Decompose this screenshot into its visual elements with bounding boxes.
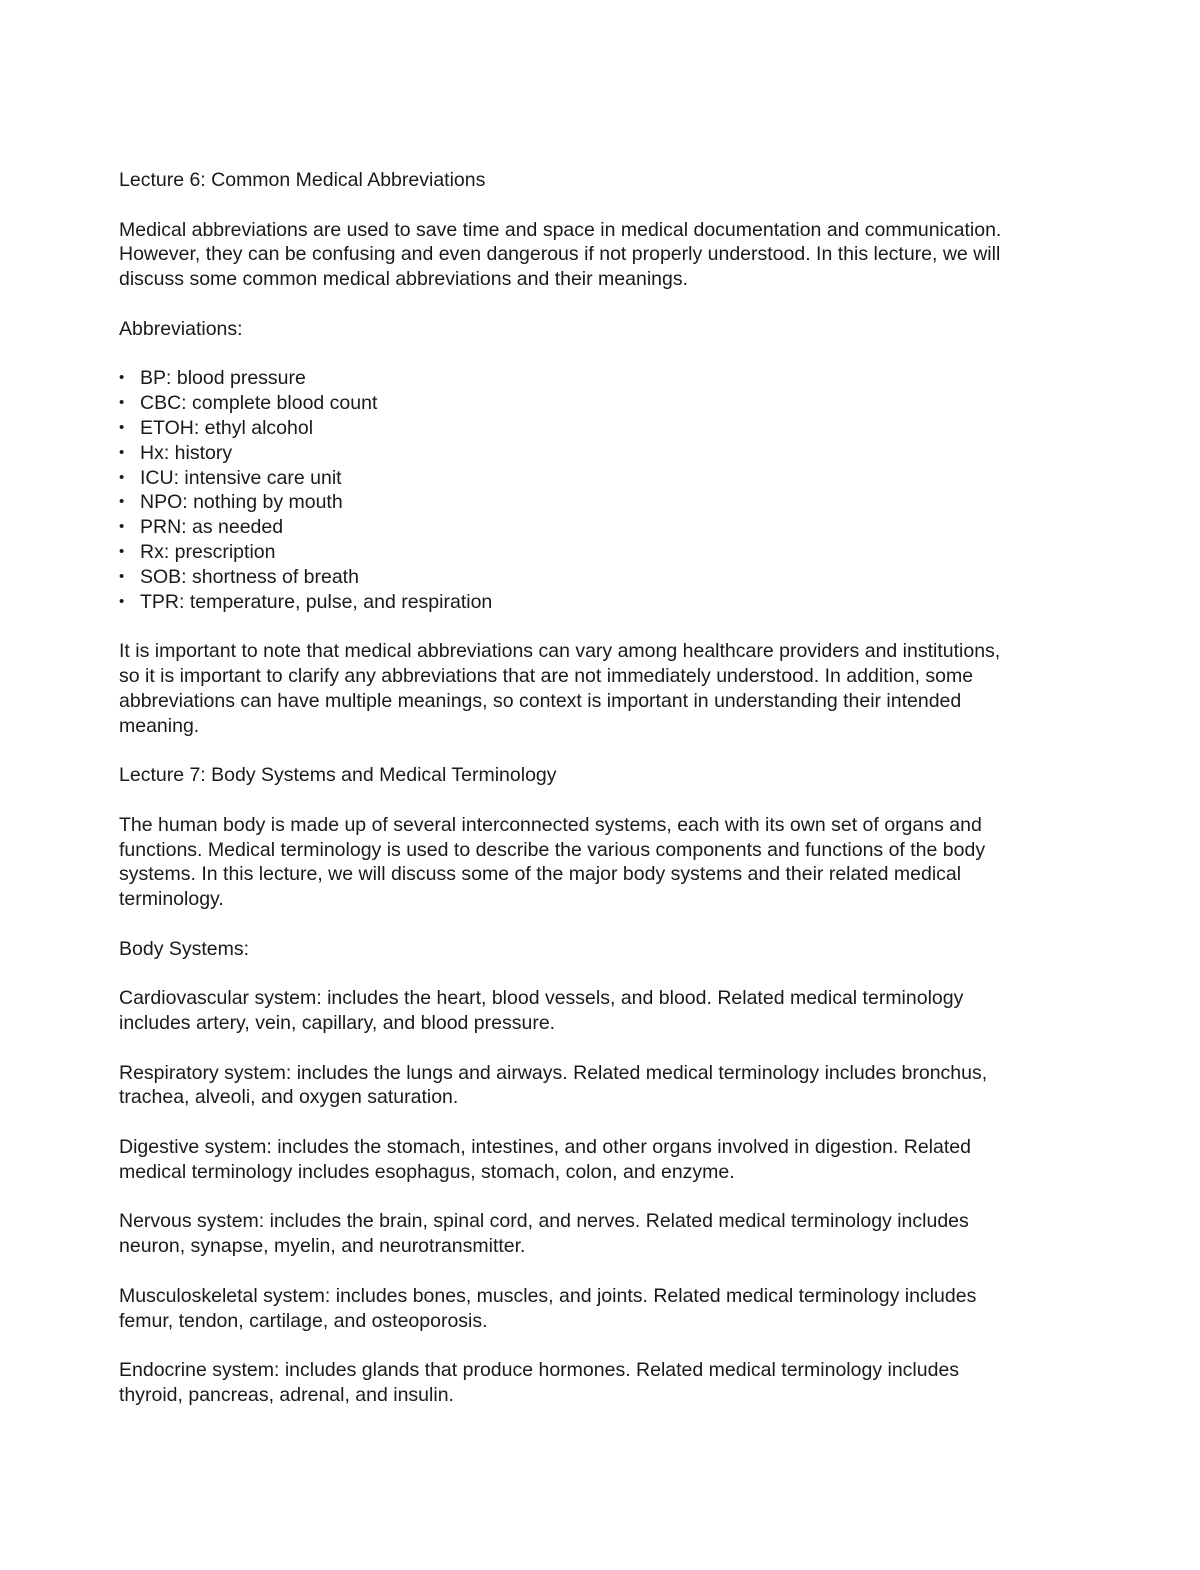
lecture-7-title: Lecture 7: Body Systems and Medical Terminology (119, 764, 557, 787)
paragraph-line: Digestive system: includes the stomach, intestines, and other organs involved in digestion. Related (119, 1136, 971, 1159)
bullet-icon: • (119, 418, 125, 436)
list-item (119, 466, 1081, 491)
bullet-icon: • (119, 394, 125, 412)
system-musculoskeletal (119, 1284, 1081, 1334)
paragraph-line: systems. In this lecture, we will discuss some of the major body systems and their related medical (119, 863, 962, 886)
bullet-icon: • (119, 369, 125, 387)
document-page (119, 168, 1081, 1433)
paragraph-line: Medical abbreviations are used to save time and space in medical documentation and communication. (119, 218, 1002, 241)
bullet-icon: • (119, 567, 125, 585)
list-item (119, 590, 1081, 615)
paragraph-line: medical terminology includes esophagus, stomach, colon, and enzyme. (119, 1160, 735, 1183)
system-cardiovascular (119, 986, 1081, 1036)
paragraph-line: thyroid, pancreas, adrenal, and insulin. (119, 1384, 454, 1407)
list-item (119, 565, 1081, 590)
lecture-6-title: Lecture 6: Common Medical Abbreviations (119, 169, 486, 191)
bullet-icon: • (119, 443, 125, 461)
lecture-6-intro (119, 218, 1081, 292)
lecture-7-intro (119, 813, 1081, 912)
list-item-text: Hx: history (140, 441, 233, 464)
system-digestive (119, 1135, 1081, 1185)
bullet-icon: • (119, 493, 125, 511)
list-item-text: SOB: shortness of breath (140, 565, 359, 588)
paragraph-line: includes artery, vein, capillary, and blood pressure. (119, 1012, 556, 1035)
paragraph-line: trachea, alveoli, and oxygen saturation. (119, 1086, 459, 1109)
paragraph-line: Nervous system: includes the brain, spinal cord, and nerves. Related medical terminology includes (119, 1210, 969, 1233)
bullet-icon: • (119, 518, 125, 536)
paragraph-line: so it is important to clarify any abbreviations that are not immediately understood. In addition, some (119, 664, 974, 687)
paragraph-line: It is important to note that medical abbreviations can vary among healthcare providers and institutions, (119, 640, 1001, 663)
paragraph-line: neuron, synapse, myelin, and neurotransmitter. (119, 1235, 526, 1258)
paragraph-line: The human body is made up of several interconnected systems, each with its own set of organs and (119, 813, 982, 836)
list-item (119, 515, 1081, 540)
paragraph-line: functions. Medical terminology is used to describe the various components and functions of the body (119, 838, 986, 861)
list-item-text: ICU: intensive care unit (140, 466, 342, 489)
paragraph-line: Endocrine system: includes glands that produce hormones. Related medical terminology includes (119, 1359, 960, 1382)
lecture-6-note (119, 639, 1081, 738)
paragraph-line: Cardiovascular system: includes the heart, blood vessels, and blood. Related medical terminology (119, 987, 964, 1010)
paragraph-line: terminology. (119, 888, 224, 911)
list-item (119, 441, 1081, 466)
body-systems-heading: Body Systems: (119, 937, 250, 960)
paragraph-line: femur, tendon, cartilage, and osteoporosis. (119, 1309, 488, 1332)
system-endocrine (119, 1358, 1081, 1408)
list-item-text: ETOH: ethyl alcohol (140, 416, 314, 439)
list-item (119, 366, 1081, 391)
paragraph-line: abbreviations can have multiple meanings, so context is important in understanding their intended (119, 689, 962, 712)
paragraph-line: Respiratory system: includes the lungs and airways. Related medical terminology includes bronchus, (119, 1061, 988, 1084)
paragraph-line: Musculoskeletal system: includes bones, muscles, and joints. Related medical terminology includes (119, 1284, 977, 1307)
list-item-text: TPR: temperature, pulse, and respiration (140, 590, 493, 613)
abbreviation-list (119, 366, 1081, 614)
list-item (119, 540, 1081, 565)
bullet-icon: • (119, 592, 125, 610)
abbreviations-heading: Abbreviations: (119, 317, 243, 340)
paragraph-line: However, they can be confusing and even dangerous if not properly understood. In this lecture, we will (119, 243, 1001, 266)
system-respiratory (119, 1061, 1081, 1111)
list-item (119, 391, 1081, 416)
list-item-text: Rx: prescription (140, 540, 276, 563)
bullet-icon: • (119, 468, 125, 486)
list-item-text: CBC: complete blood count (140, 392, 378, 415)
list-item (119, 416, 1081, 441)
paragraph-line: meaning. (119, 714, 200, 737)
list-item-text: NPO: nothing by mouth (140, 491, 343, 514)
bullet-icon: • (119, 542, 125, 560)
paragraph-line: discuss some common medical abbreviations and their meanings. (119, 268, 689, 291)
list-item-text: PRN: as needed (140, 516, 284, 539)
list-item-text: BP: blood pressure (140, 367, 306, 390)
system-nervous (119, 1209, 1081, 1259)
list-item (119, 490, 1081, 515)
